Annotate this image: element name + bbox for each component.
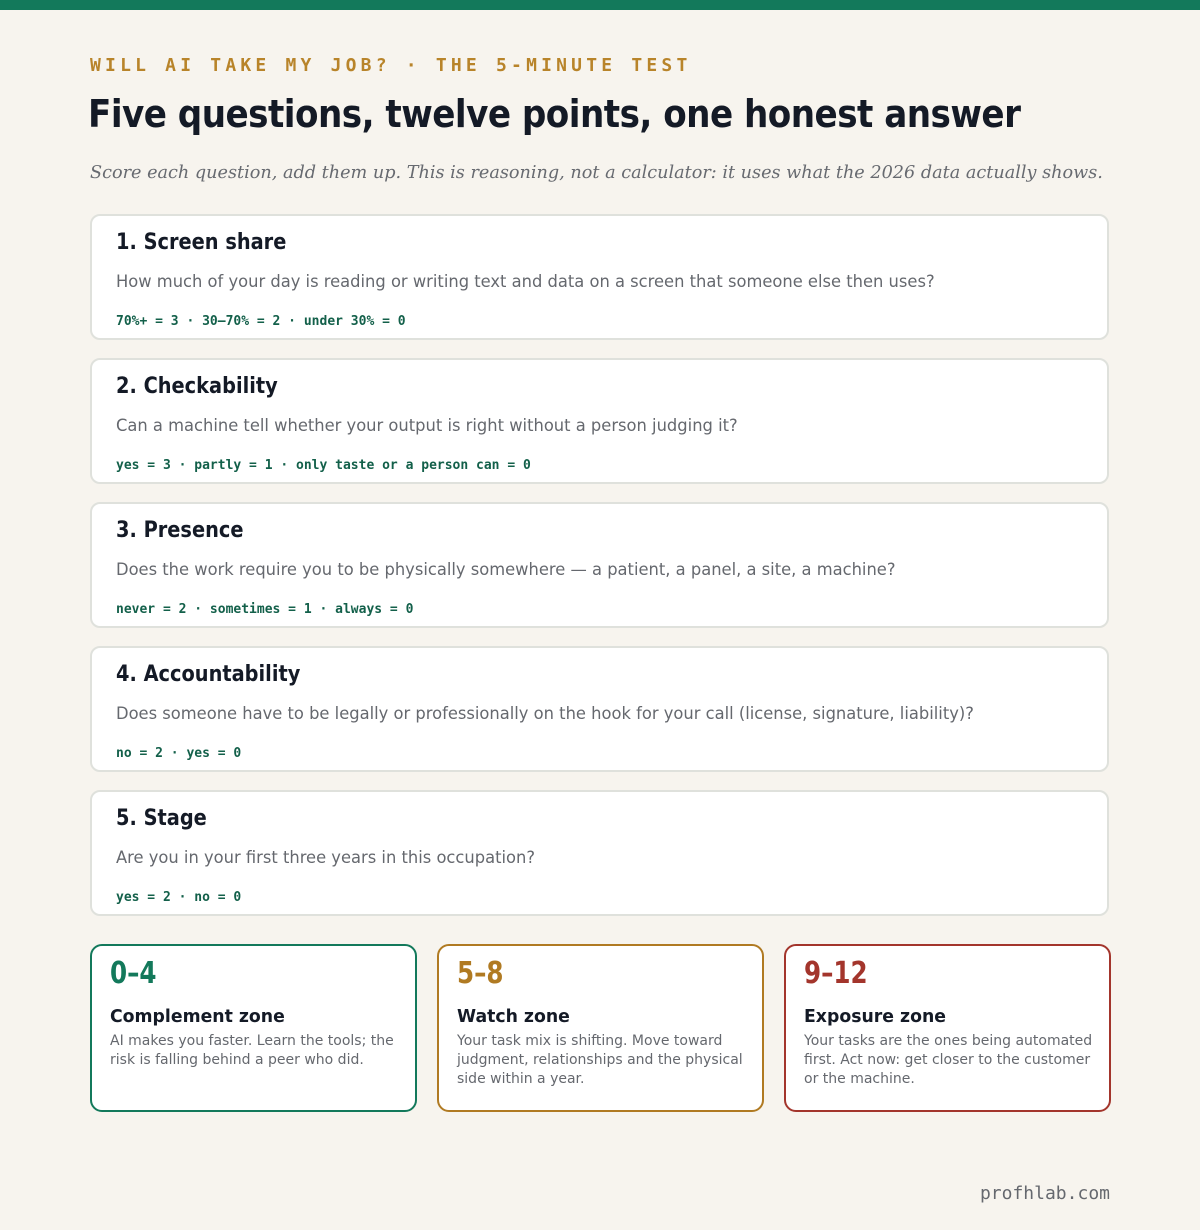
zone-card-exposure (784, 944, 1111, 1112)
zone-range: 9–12 (804, 956, 868, 991)
question-scoring: never = 2 · sometimes = 1 · always = 0 (116, 602, 414, 617)
zone-card-watch (437, 944, 764, 1112)
question-title: 4. Accountability (116, 662, 301, 687)
question-title: 5. Stage (116, 806, 207, 831)
page-title: Five questions, twelve points, one honest answer (88, 92, 1021, 136)
question-title: 1. Screen share (116, 230, 287, 255)
question-text: Can a machine tell whether your output is right without a person judging it? (116, 416, 738, 436)
zone-description: Your tasks are the ones being automated first. Act now: get closer to the customer or the machine. (804, 1033, 1093, 1087)
zone-range: 0–4 (110, 956, 157, 991)
question-scoring: yes = 3 · partly = 1 · only taste or a person can = 0 (116, 458, 531, 473)
zone-name: Watch zone (457, 1006, 570, 1027)
zone-name: Exposure zone (804, 1006, 946, 1027)
question-text: How much of your day is reading or writing text and data on a screen that someone else then uses? (116, 272, 935, 292)
zone-range: 5–8 (457, 956, 504, 991)
page-subtitle: Score each question, add them up. This is reasoning, not a calculator: it uses what the 2026 data actually shows. (90, 162, 1103, 183)
question-scoring: 70%+ = 3 · 30–70% = 2 · under 30% = 0 (116, 314, 406, 329)
question-card-presence (90, 502, 1109, 628)
question-title: 2. Checkability (116, 374, 278, 399)
question-scoring: no = 2 · yes = 0 (116, 746, 242, 761)
top-accent-bar (0, 0, 1200, 10)
question-card-accountability (90, 646, 1109, 772)
question-title: 3. Presence (116, 518, 244, 543)
kicker: WILL AI TAKE MY JOB? · THE 5-MINUTE TEST (90, 55, 692, 76)
question-card-checkability (90, 358, 1109, 484)
question-card-screen-share (90, 214, 1109, 340)
zone-name: Complement zone (110, 1006, 285, 1027)
zone-card-complement (90, 944, 417, 1112)
question-text: Are you in your first three years in this occupation? (116, 848, 536, 868)
zone-description: AI makes you faster. Learn the tools; the risk is falling behind a peer who did. (110, 1033, 394, 1068)
question-text: Does the work require you to be physically somewhere — a patient, a panel, a site, a machine? (116, 560, 896, 580)
question-text: Does someone have to be legally or professionally on the hook for your call (license, signature, liability)? (116, 704, 974, 724)
footer-brand[interactable]: profhlab.com (979, 1183, 1110, 1204)
zone-description: Your task mix is shifting. Move toward judgment, relationships and the physical side within a year. (457, 1033, 743, 1087)
question-card-stage (90, 790, 1109, 916)
question-scoring: yes = 2 · no = 0 (116, 890, 242, 905)
